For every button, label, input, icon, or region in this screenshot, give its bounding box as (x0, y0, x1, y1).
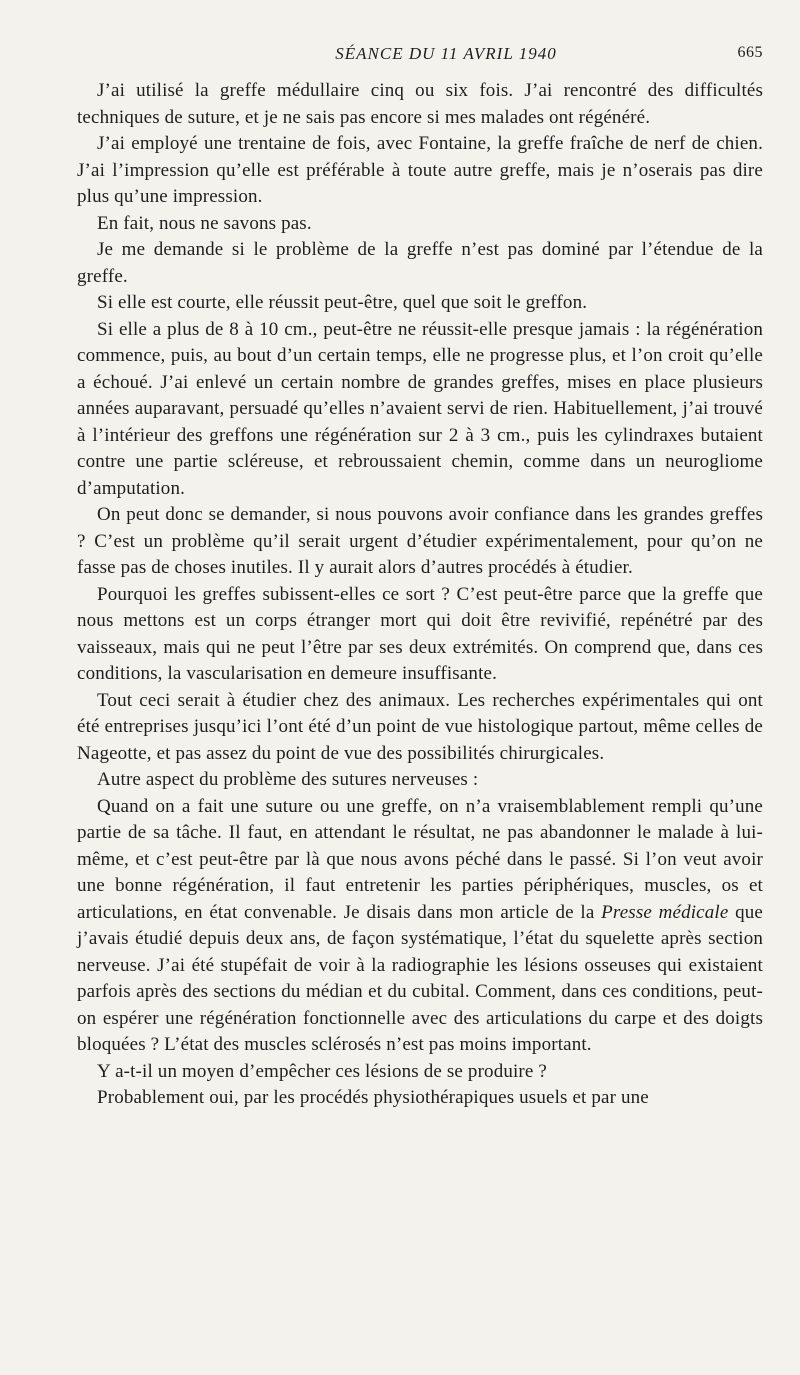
paragraph-text-start: Quand on a fait une suture ou une greffe, on n’a vraisemblablement rempli qu’une partie de sa tâche. Il faut, en attendant le résultat, ne pas abandonner le malade à lui-même, et c’est peut-être par là que nous avons péché dans le passé. Si l’on veut avoir une bonne régénération, il faut entretenir les parties périphériques, muscles, os et articulations, en état convenable. Je disais dans mon article de la (77, 795, 763, 923)
paragraph-confiance-grandes-greffes: On peut donc se demander, si nous pouvons avoir confiance dans les grandes greffes ? C’est un problème qu’il serait urgent d’étudier expérimentalement, pour qu’on ne fasse pas de choses inutiles. Il y aurait alors d’autres procédés à étudier. (77, 504, 763, 578)
paragraph-en-fait: En fait, nous ne savons pas. (97, 212, 312, 234)
running-header (77, 44, 763, 78)
page-number: 665 (737, 44, 763, 61)
paragraph-autre-aspect: Autre aspect du problème des sutures nerveuses : (97, 769, 479, 790)
paragraph-etendue-greffe: Je me demande si le problème de la greffe n’est pas dominé par l’étendue de la greffe. (77, 239, 763, 287)
body-text (77, 78, 763, 1112)
running-title: SÉANCE DU 11 AVRIL 1940 (335, 44, 557, 63)
paragraph-greffe-courte: Si elle est courte, elle réussit peut-être, quel que soit le greffon. (97, 292, 588, 313)
journal-title: Presse médicale (601, 901, 729, 923)
paragraph-greffe-medullaire: J’ai utilisé la greffe médullaire cinq ou six fois. J’ai rencontré des difficultés techniques de suture, et je ne sais pas encore si mes malades ont régénéré. (77, 80, 763, 128)
paragraph-moyen-empecher: Y a-t-il un moyen d’empêcher ces lésions de se produire ? (97, 1060, 547, 1082)
paragraph-text-end: que j’avais étudié depuis deux ans, de façon systématique, l’état du squelette après section nerveuse. J’ai été stupéfait de voir à la radiographie les lésions osseuses qui existaient parfois après des sections du médian et du cubital. Comment, dans ces conditions, peut-on espérer une régénération fonctionnelle avec des articulations du carpe et des doigts bloquées ? L’état des muscles sclérosés n’est pas moins important. (77, 901, 763, 1055)
paragraph-suture-ou-greffe (77, 794, 763, 1059)
paragraph-greffe-longue: Si elle a plus de 8 à 10 cm., peut-être ne réussit-elle presque jamais : la régénération commence, puis, au bout d’un certain temps, elle ne progresse plus, et l’on croit qu’elle a échoué. J’ai enlevé un certain nombre de grandes greffes, mises en place plusieurs années auparavant, persuadé qu’elles n’avaient servi de rien. Habituellement, j’ai trouvé à l’intérieur des greffons une régénération sur 2 à 3 cm., puis les cylindraxes butaient contre une partie scléreuse, et rebroussaient chemin, comme dans un neurogliome d’amputation. (77, 318, 763, 499)
paragraph-pourquoi-greffes: Pourquoi les greffes subissent-elles ce sort ? C’est peut-être parce que la greffe que nous mettons est un corps étranger mort qui doit être revivifié, repénétré par des vaisseaux, mais qui ne peut l’être par ses deux extrémités. On comprend que, dans ces conditions, la vascularisation en demeure insuffisante. (77, 583, 763, 684)
paragraph-etude-animaux: Tout ceci serait à étudier chez des animaux. Les recherches expérimentales qui ont été entreprises jusqu’ici l’ont été d’un point de vue histologique partout, même celles de Nageotte, et pas assez du point de vue des possibilités chirurgicales. (77, 689, 763, 764)
paragraph-probablement: Probablement oui, par les procédés physiothérapiques usuels et par une (97, 1087, 649, 1108)
paragraph-greffe-chien: J’ai employé une trentaine de fois, avec Fontaine, la greffe fraîche de nerf de chien. J’ai l’impression qu’elle est préférable à toute autre greffe, mais je n’oserais pas dire plus qu’une impression. (77, 133, 763, 207)
